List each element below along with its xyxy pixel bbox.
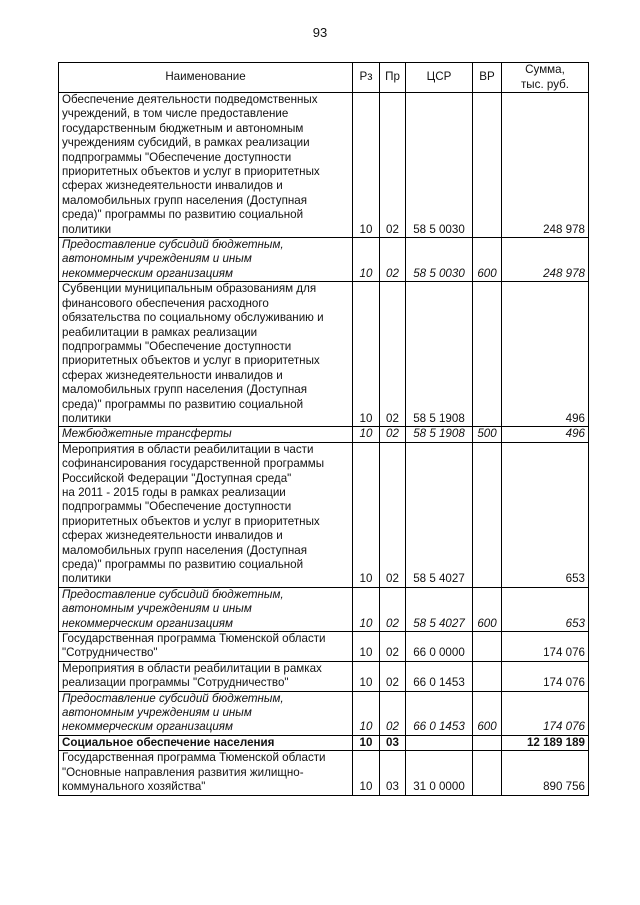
row-pr: 02 [380,238,406,282]
row-vr: 600 [473,238,502,282]
row-name: Мероприятия в области реабилитации в рамках реализации программы "Сотрудничество" [59,661,353,691]
row-csr: 66 0 1453 [406,661,473,691]
row-name: Мероприятия в области реабилитации в части софинансирования государственной программы Российской Федерации "Доступная среда" на 2011 - 2015 годы в рамках реализации подпрограммы "Обеспечение доступности приоритетных объектов и услуг в приоритетных сферах жизнедеятельности инвалидов и маломобильных групп населения (Доступная среда)" программы по развитию социальной политики [59,442,353,587]
row-pr: 02 [380,632,406,662]
row-name: Предоставление субсидий бюджетным, автономным учреждениям и иным некоммерческим организациям [59,691,353,735]
row-rz: 10 [353,751,380,795]
row-sum: 653 [502,587,589,631]
row-rz: 10 [353,282,380,427]
row-sum: 890 756 [502,751,589,795]
row-rz: 10 [353,587,380,631]
table-row [59,661,589,691]
row-sum: 248 978 [502,93,589,238]
row-name: Предоставление субсидий бюджетным, автономным учреждениям и иным некоммерческим организациям [59,587,353,631]
header-rz: Рз [353,63,380,93]
table-row [59,282,589,427]
row-sum: 496 [502,427,589,442]
budget-table [58,62,589,796]
table-row [59,632,589,662]
row-vr [473,282,502,427]
header-sum: Сумма, тыс. руб. [502,63,589,93]
row-name: Субвенции муниципальным образованиям для финансового обеспечения расходного обязательства по социальному обслуживанию и реабилитации в рамках реализации подпрограммы "Обеспечение доступности приоритетных объектов и услуг в приоритетных сферах жизнедеятельности инвалидов и маломобильных групп населения (Доступная среда)" программы по развитию социальной политики [59,282,353,427]
table-row [59,427,589,442]
row-vr [473,661,502,691]
row-sum: 174 076 [502,661,589,691]
row-vr [473,751,502,795]
row-name: Государственная программа Тюменской области "Сотрудничество" [59,632,353,662]
row-pr: 03 [380,735,406,750]
table-row [59,93,589,238]
row-rz: 10 [353,632,380,662]
row-vr [473,93,502,238]
table-row [59,238,589,282]
row-vr: 600 [473,691,502,735]
row-sum: 248 978 [502,238,589,282]
row-csr: 58 5 0030 [406,238,473,282]
row-pr: 02 [380,427,406,442]
row-sum: 12 189 189 [502,735,589,750]
row-sum: 174 076 [502,691,589,735]
row-csr: 31 0 0000 [406,751,473,795]
row-pr: 02 [380,442,406,587]
row-pr: 02 [380,691,406,735]
row-sum: 174 076 [502,632,589,662]
table-row [59,691,589,735]
row-name: Социальное обеспечение населения [59,735,353,750]
row-pr: 02 [380,661,406,691]
row-pr: 02 [380,282,406,427]
row-vr: 600 [473,587,502,631]
row-vr [473,632,502,662]
header-vr: ВР [473,63,502,93]
header-pr: Пр [380,63,406,93]
header-csr: ЦСР [406,63,473,93]
row-vr [473,442,502,587]
row-rz: 10 [353,691,380,735]
table-row [59,587,589,631]
header-name: Наименование [59,63,353,93]
row-rz: 10 [353,442,380,587]
row-rz: 10 [353,735,380,750]
table-row [59,442,589,587]
row-csr: 58 5 4027 [406,587,473,631]
row-rz: 10 [353,427,380,442]
table-header-row [59,63,589,93]
row-name: Государственная программа Тюменской области "Основные направления развития жилищно- коммунального хозяйства" [59,751,353,795]
row-name: Предоставление субсидий бюджетным, автономным учреждениям и иным некоммерческим организациям [59,238,353,282]
row-pr: 03 [380,751,406,795]
row-csr: 58 5 4027 [406,442,473,587]
row-vr [473,735,502,750]
row-vr: 500 [473,427,502,442]
row-csr: 58 5 0030 [406,93,473,238]
page-number: 93 [312,25,328,40]
row-name: Межбюджетные трансферты [59,427,353,442]
row-sum: 653 [502,442,589,587]
row-csr: 58 5 1908 [406,427,473,442]
table-row [59,751,589,795]
row-name: Обеспечение деятельности подведомственных учреждений, в том числе предоставление государственным бюджетным и автономным учреждениям субсидий, в рамках реализации подпрограммы "Обеспечение доступности приоритетных объектов и услуг в приоритетных сферах жизнедеятельности инвалидов и маломобильных групп населения (Доступная среда)" программы по развитию социальной политики [59,93,353,238]
row-csr: 58 5 1908 [406,282,473,427]
table-row [59,735,589,750]
row-sum: 496 [502,282,589,427]
row-csr: 66 0 0000 [406,632,473,662]
row-rz: 10 [353,661,380,691]
row-csr: 66 0 1453 [406,691,473,735]
row-rz: 10 [353,238,380,282]
row-pr: 02 [380,93,406,238]
row-csr [406,735,473,750]
row-pr: 02 [380,587,406,631]
row-rz: 10 [353,93,380,238]
